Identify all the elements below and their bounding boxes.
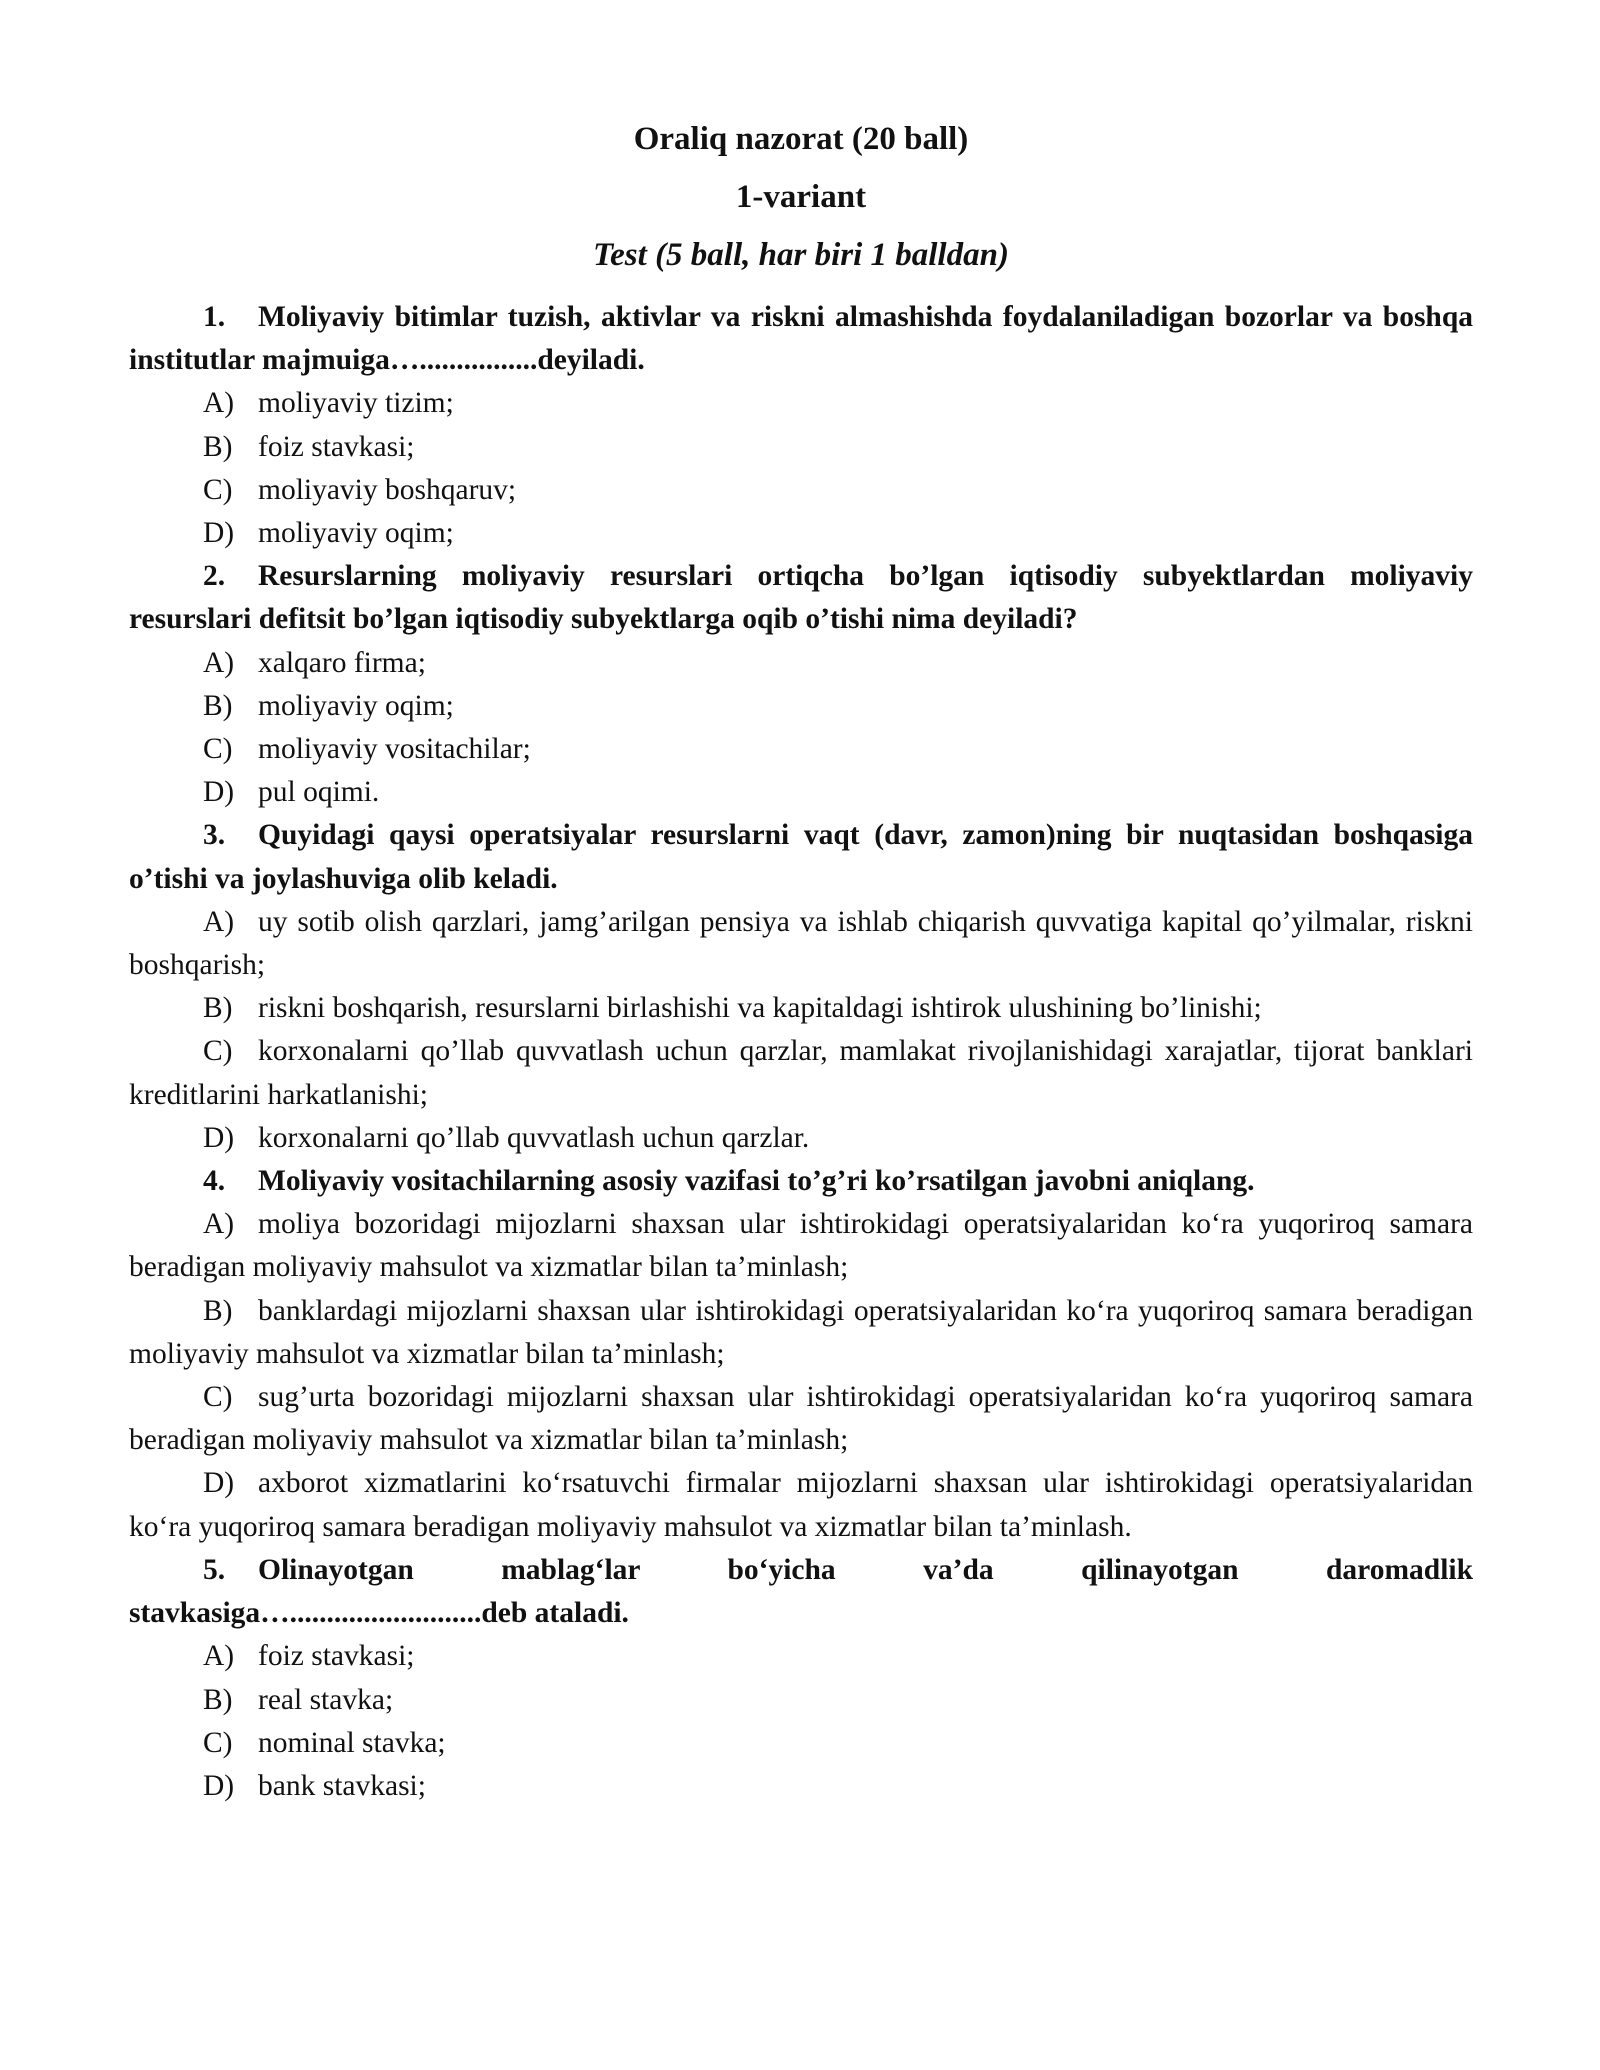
option-letter: C): [203, 1035, 233, 1068]
answer-option-a: [129, 1635, 1473, 1678]
option-text: korxonalarni qo’llab quvvatlash uchun qarzlar, mamlakat rivojlanishidagi xarajatlar, tijorat banklari kreditlarini harkatlanishi;: [129, 1035, 1473, 1111]
answer-option-d: [129, 1765, 1473, 1808]
option-letter: A): [203, 1208, 235, 1241]
option-text: banklardagi mijozlarni shaxsan ular ishtirokidagi operatsiyalaridan ko‘ra yuqoriroq samara beradigan moliyaviy mahsulot va xizmatlar bilan ta’minlash;: [129, 1294, 1473, 1370]
answer-option-c: [129, 1030, 1473, 1116]
option-letter: C): [203, 1726, 233, 1759]
answer-option-a: [129, 1203, 1473, 1289]
option-letter: B): [203, 1683, 233, 1716]
answer-option-c: [129, 1722, 1473, 1765]
answer-option-c: [129, 728, 1473, 771]
option-text: moliyaviy boshqaruv;: [258, 473, 517, 506]
question-number: 3.: [203, 819, 226, 852]
option-text: moliya bozoridagi mijozlarni shaxsan ular ishtirokidagi operatsiyalaridan ko‘ra yuqoriroq samara beradigan moliyaviy mahsulot va xizmatlar bilan ta’minlash;: [129, 1208, 1473, 1284]
question-body: Quyidagi qaysi operatsiyalar resurslarni vaqt (davr, zamon)ning bir nuqtasidan boshqasiga o’tishi va joylashuviga olib keladi.: [129, 819, 1473, 895]
option-letter: D): [203, 1467, 235, 1500]
answer-option-d: [129, 512, 1473, 555]
answer-option-b: [129, 1290, 1473, 1376]
answer-option-d: [129, 1462, 1473, 1548]
question-4: [129, 1160, 1473, 1549]
question-number: 2.: [203, 560, 226, 593]
option-text: xalqaro firma;: [258, 646, 426, 679]
option-text: riskni boshqarish, resurslarni birlashishi va kapitaldagi ishtirok ulushining bo’linishi;: [258, 992, 1262, 1025]
option-letter: C): [203, 1381, 233, 1414]
option-letter: D): [203, 776, 235, 809]
option-text: uy sotib olish qarzlari, jamg’arilgan pensiya va ishlab chiqarish quvvatiga kapital qo’yilmalar, riskni boshqarish;: [129, 905, 1473, 982]
question-text: [129, 814, 1473, 900]
variant-label: 1-variant: [735, 179, 867, 215]
question-body: Resurslarning moliyaviy resurslari ortiqcha bo’lgan iqtisodiy subyektlardan moliyaviy resurslari defitsit bo’lgan iqtisodiy subyektlarga oqib o’tishi nima deyiladi?: [129, 560, 1473, 636]
option-letter: A): [203, 646, 235, 679]
answer-option-c: [129, 469, 1473, 512]
question-2: [129, 555, 1473, 814]
option-letter: B): [203, 1294, 233, 1327]
option-letter: B): [203, 430, 233, 463]
question-1: [129, 296, 1473, 555]
option-text: moliyaviy tizim;: [258, 387, 454, 420]
option-letter: D): [203, 517, 235, 550]
answer-option-a: [129, 901, 1473, 987]
question-text: [129, 296, 1473, 382]
option-text: foiz stavkasi;: [258, 1640, 415, 1673]
option-text: moliyaviy oqim;: [258, 517, 454, 550]
option-text: pul oqimi.: [258, 776, 380, 809]
document-title: Oraliq nazorat (20 ball): [633, 121, 969, 157]
option-letter: B): [203, 689, 233, 722]
question-number: 4.: [203, 1165, 226, 1198]
question-list: [129, 296, 1473, 1808]
answer-option-a: [129, 642, 1473, 685]
option-letter: B): [203, 992, 233, 1025]
option-letter: C): [203, 733, 233, 766]
answer-option-d: [129, 771, 1473, 814]
question-text: [129, 555, 1473, 641]
question-body: Olinayotgan mablag‘lar bo‘yicha va’da qilinayotgan daromadlik stavkasiga…..........................deb ataladi.: [129, 1553, 1473, 1630]
option-text: foiz stavkasi;: [258, 430, 415, 463]
answer-option-b: [129, 685, 1473, 728]
option-text: moliyaviy vositachilar;: [258, 733, 531, 766]
option-letter: A): [203, 387, 235, 420]
answer-option-b: [129, 1679, 1473, 1722]
document-header: [129, 110, 1473, 284]
question-number: 5.: [203, 1553, 226, 1586]
question-3: [129, 814, 1473, 1160]
question-text: [129, 1549, 1473, 1635]
option-letter: D): [203, 1121, 235, 1154]
option-letter: D): [203, 1769, 235, 1802]
option-letter: A): [203, 1640, 235, 1673]
option-text: axborot xizmatlarini ko‘rsatuvchi firmalar mijozlarni shaxsan ular ishtirokidagi operatsiyalaridan ko‘ra yuqoriroq samara beradigan moliyaviy mahsulot va xizmatlar bilan ta’minlash.: [129, 1467, 1473, 1543]
question-body: Moliyaviy vositachilarning asosiy vazifasi to’g’ri ko’rsatilgan javobni aniqlang.: [258, 1165, 1255, 1198]
question-text: [129, 1160, 1473, 1203]
answer-option-b: [129, 426, 1473, 469]
option-text: nominal stavka;: [258, 1726, 446, 1759]
question-number: 1.: [203, 301, 226, 333]
option-letter: C): [203, 473, 233, 506]
option-letter: A): [203, 905, 235, 938]
answer-option-a: [129, 382, 1473, 425]
answer-option-d: [129, 1117, 1473, 1160]
question-5: [129, 1549, 1473, 1808]
answer-option-c: [129, 1376, 1473, 1462]
option-text: real stavka;: [258, 1683, 394, 1716]
question-body: Moliyaviy bitimlar tuzish, aktivlar va riskni almashishda foydalaniladigan bozorlar va boshqa institutlar majmuiga…................deyiladi.: [129, 301, 1473, 377]
option-text: korxonalarni qo’llab quvvatlash uchun qarzlar.: [258, 1121, 810, 1154]
option-text: moliyaviy oqim;: [258, 689, 454, 722]
test-subtitle: Test (5 ball, har biri 1 balldan): [593, 237, 1009, 273]
option-text: sug’urta bozoridagi mijozlarni shaxsan ular ishtirokidagi operatsiyalaridan ko‘ra yuqoriroq samara beradigan moliyaviy mahsulot va xizmatlar bilan ta’minlash;: [129, 1381, 1473, 1457]
answer-option-b: [129, 987, 1473, 1030]
option-text: bank stavkasi;: [258, 1769, 426, 1802]
